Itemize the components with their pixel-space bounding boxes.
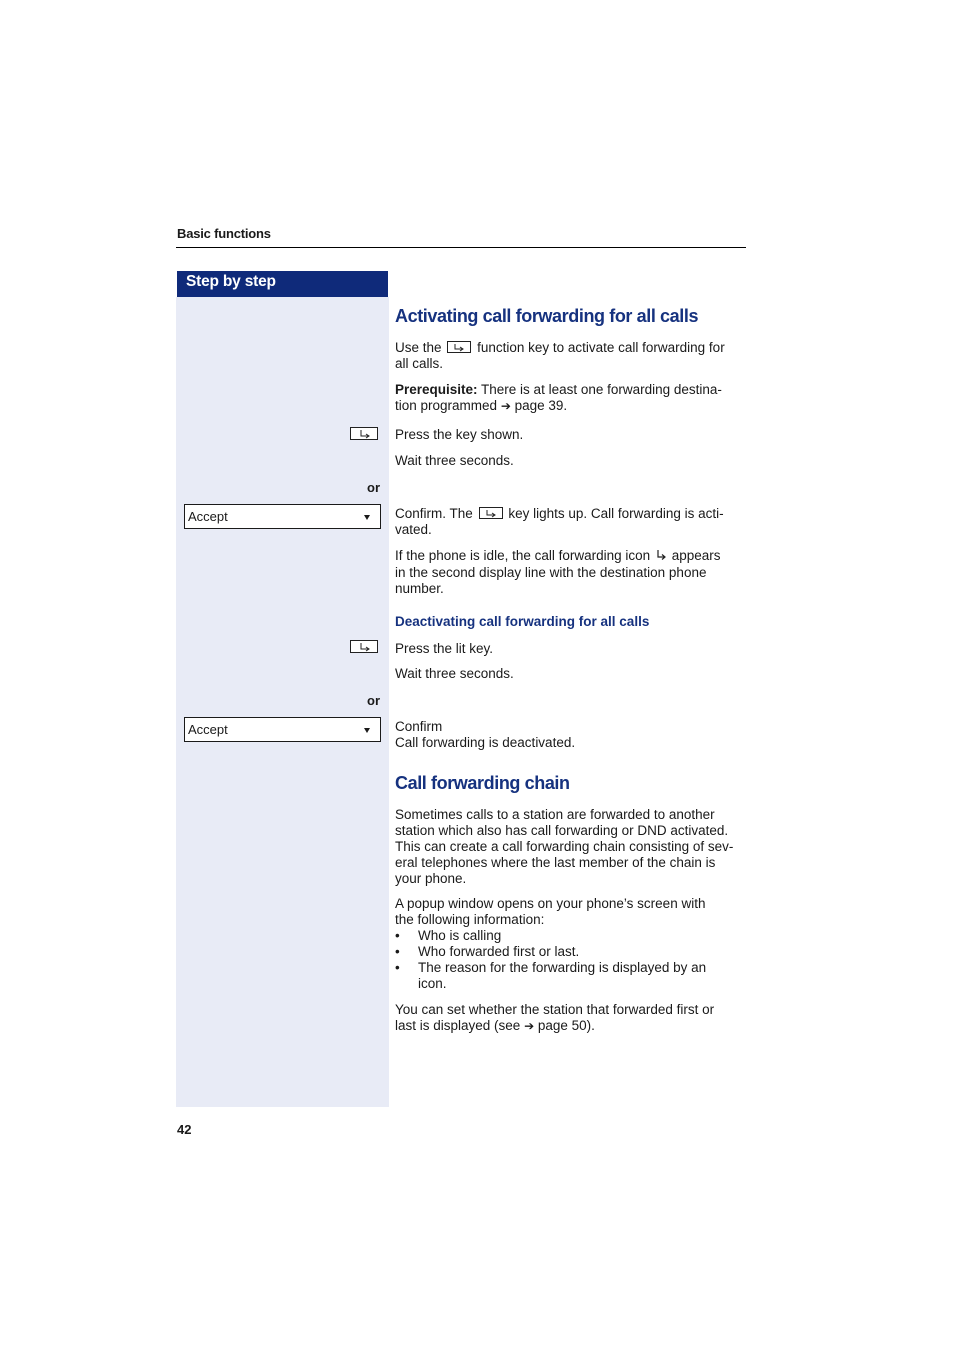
section-title-deactivating: Deactivating call forwarding for all calls — [395, 614, 650, 629]
confirm-deactivate-paragraph: Confirm Call forwarding is deactivated. — [395, 719, 576, 750]
section-title-activating: Activating call forwarding for all calls — [395, 306, 699, 326]
idle-paragraph: If the phone is idle, the call forwarding icon appears in the second display line with the destination phone number. — [395, 548, 721, 596]
info-list — [395, 928, 750, 992]
page-number: 42 — [177, 1122, 192, 1137]
chain-paragraph-3: You can set whether the station that forwarded first or last is displayed (see ➔ page 50). — [395, 1002, 715, 1033]
prerequisite-paragraph: Prerequisite: There is at least one forwarding destina- tion programmed ➔ page 39. — [395, 382, 722, 413]
accept-dropdown-label: Accept — [188, 509, 228, 524]
step-press-key: Press the key shown. — [395, 427, 524, 442]
forward-key-icon[interactable] — [350, 640, 378, 653]
arrow-right-icon: ➔ — [500, 399, 511, 413]
or-label: or — [367, 480, 380, 495]
step-wait-2: Wait three seconds. — [395, 666, 514, 681]
step-by-step-title: Step by step — [186, 273, 276, 290]
step-sidebar — [176, 297, 389, 1107]
accept-dropdown-2[interactable] — [184, 717, 381, 742]
accept-dropdown[interactable] — [184, 504, 381, 529]
chain-paragraph-2: A popup window opens on your phone’s screen with the following information: • Who is calling • Who forwarded first or last. • The reason for the forwarding is displayed by an icon. — [395, 896, 750, 992]
forward-status-icon — [654, 549, 668, 565]
chain-paragraph-1: Sometimes calls to a station are forwarded to another station which also has call forwarding or DND activated. This can create a call forwarding chain consisting of sev- eral telephones where the last member of the chain is your phone. — [395, 807, 734, 886]
or-label-2: or — [367, 693, 380, 708]
accept-dropdown-label: Accept — [188, 722, 228, 737]
caret-down-icon — [364, 728, 370, 733]
section-header: Basic functions — [177, 226, 271, 241]
arrow-right-icon: ➔ — [524, 1019, 535, 1033]
header-divider — [176, 247, 746, 248]
forward-key-icon[interactable] — [350, 427, 378, 440]
forward-key-icon — [479, 507, 503, 519]
forward-key-icon — [447, 341, 471, 353]
caret-down-icon — [364, 515, 370, 520]
list-item: • Who is calling — [395, 928, 750, 944]
list-item: • The reason for the forwarding is displayed by an icon. — [395, 960, 750, 992]
list-item: • Who forwarded first or last. — [395, 944, 750, 960]
section-title-chain: Call forwarding chain — [395, 773, 570, 793]
confirm-paragraph: Confirm. The key lights up. Call forwarding is acti- vated. — [395, 506, 724, 537]
step-press-lit-key: Press the lit key. — [395, 641, 494, 656]
intro-paragraph: Use the function key to activate call forwarding for all calls. — [395, 340, 725, 371]
step-wait: Wait three seconds. — [395, 453, 514, 468]
